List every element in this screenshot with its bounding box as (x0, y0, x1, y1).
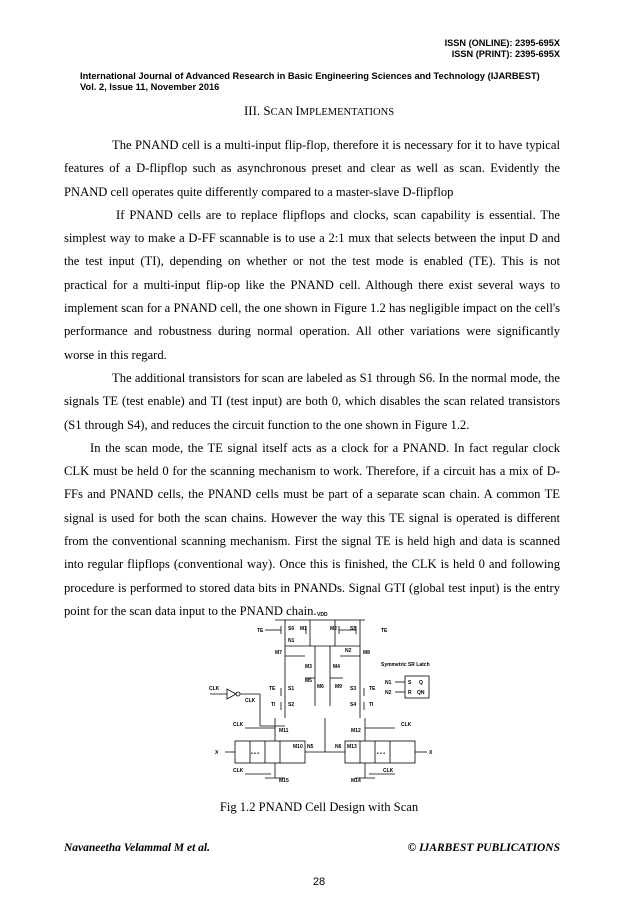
label-m8: M8 (363, 650, 370, 656)
label-latch-n2: N2 (385, 690, 392, 696)
label-m10: M10 (293, 744, 303, 750)
label-vdd: VDD (317, 612, 328, 618)
label-latch-q: Q (419, 680, 423, 686)
label-s4: S4 (350, 702, 357, 708)
label-s6: S6 (288, 626, 295, 632)
label-dots-left: • • • (251, 751, 260, 757)
label-m4: M4 (333, 664, 340, 670)
label-n5: N5 (307, 744, 314, 750)
label-te-left: TE (257, 628, 264, 634)
section-title-cap: I (295, 103, 300, 118)
label-ti-s2: TI (271, 702, 276, 708)
label-ti-s4: TI (369, 702, 374, 708)
label-dots-right: • • • (377, 751, 386, 757)
label-clk-m12: CLK (401, 722, 412, 728)
footer-author: Navaneetha Velammal M et al. (64, 842, 210, 854)
body-text (64, 134, 560, 623)
label-m9: M9 (335, 684, 342, 690)
label-te-s3: TE (369, 686, 376, 692)
label-m3: M3 (305, 664, 312, 670)
label-clk-in: CLK (209, 686, 220, 692)
label-latch-s: S (408, 680, 412, 686)
label-s2: S2 (288, 702, 295, 708)
label-te-right: TE (381, 628, 388, 634)
label-n1: N1 (288, 638, 295, 644)
issn-print: ISSN (PRINT): 2395-695X (451, 49, 560, 59)
label-clk-bar: CLK (245, 698, 256, 704)
pnand-circuit-figure (205, 606, 445, 791)
label-m15: M15 (279, 778, 289, 784)
label-m12: M12 (351, 728, 361, 734)
figure-caption: Fig 1.2 PNAND Cell Design with Scan (219, 800, 419, 814)
label-s1: S1 (288, 686, 295, 692)
label-x-left: X (215, 750, 219, 756)
label-clk-m15: CLK (233, 768, 244, 774)
issn-block (445, 38, 560, 60)
paragraph-4: In the scan mode, the TE signal itself acts as a clock for a PNAND. In fact regular clock CLK must be held 0 for the scanning mechanism to work. Therefore, if a circuit has a mix of D-FFs and PNAND cells, the PNAND cells must be part of a separate scan chain. A common TE signal is used for both the scan chains. However the way this TE signal is operated is different from the conventional scanning mechanism. First the signal TE is held high and data is scanned into regular flipflops (conventional way). Once this is finished, the CLK is held 0 and following procedure is performed to stored data bits in PNANDs. Signal GTI (global test input) is the entry point for the scan data input to the PNAND chain. (64, 440, 560, 618)
label-m5: M5 (305, 678, 312, 684)
section-heading (0, 103, 638, 119)
section-numeral: III. S (243, 103, 271, 118)
label-s3: S3 (350, 686, 357, 692)
label-m1: M1 (300, 626, 307, 632)
journal-volume: Vol. 2, Issue 11, November 2016 (80, 82, 220, 92)
label-m2: M2 (330, 626, 337, 632)
label-m7: M7 (275, 650, 282, 656)
label-n2: N2 (345, 648, 352, 654)
label-latch-title: Symmetric SR Latch (381, 662, 430, 668)
label-latch-r: R (408, 690, 412, 696)
label-latch-qn: QN (417, 690, 425, 696)
label-s5: S5 (350, 626, 357, 632)
journal-name: International Journal of Advanced Research in Basic Engineering Sciences and Technology (IJARBEST) (80, 71, 540, 81)
label-m14: M14 (351, 778, 361, 784)
label-x-right: X (429, 750, 433, 756)
section-title-part2: MPLEMENTATIONS (299, 107, 395, 118)
section-title-part: CAN (270, 107, 296, 118)
label-m13: M13 (347, 744, 357, 750)
label-m6: M6 (317, 684, 324, 690)
paragraph-1: The PNAND cell is a multi-input flip-flop, therefore it is necessary for it to have typical features of a D-flipflop such as asynchronous preset and clear as well as scan. Evidently the PNAND cell operates quite differently compared to a master-slave D-flipflop (64, 138, 560, 199)
page-number: 28 (312, 876, 326, 888)
label-clk-m14: CLK (383, 768, 394, 774)
footer-publisher: © IJARBEST PUBLICATIONS (407, 842, 560, 854)
label-latch-n1: N1 (385, 680, 392, 686)
label-m11: M11 (279, 728, 289, 734)
label-n6: N6 (335, 744, 342, 750)
paragraph-2: If PNAND cells are to replace flipflops and clocks, scan capability is essential. The simplest way to make a D-FF scannable is to use a 2:1 mux that selects between the input D and the test input (TI), depending on whether or not the test mode is enabled (TE). This is not practical for a multi-input flip-op like the PNAND cell. Although there exist several ways to implement scan for a PNAND cell, the one shown in Figure 1.2 has negligible impact on the cell's performance and robustness during normal operation. All other variations were significantly worse in this regard. (64, 207, 560, 362)
label-te-s1: TE (269, 686, 276, 692)
journal-header (80, 71, 540, 93)
label-clk-m11: CLK (233, 722, 244, 728)
paragraph-3: The additional transistors for scan are labeled as S1 through S6. In the normal mode, the signals TE (test enable) and TI (test input) are both 0, which disables the scan related transistors (S1 through S4), and reduces the circuit function to the one shown in Figure 1.2. (64, 370, 560, 432)
issn-online: ISSN (ONLINE): 2395-695X (444, 38, 560, 48)
